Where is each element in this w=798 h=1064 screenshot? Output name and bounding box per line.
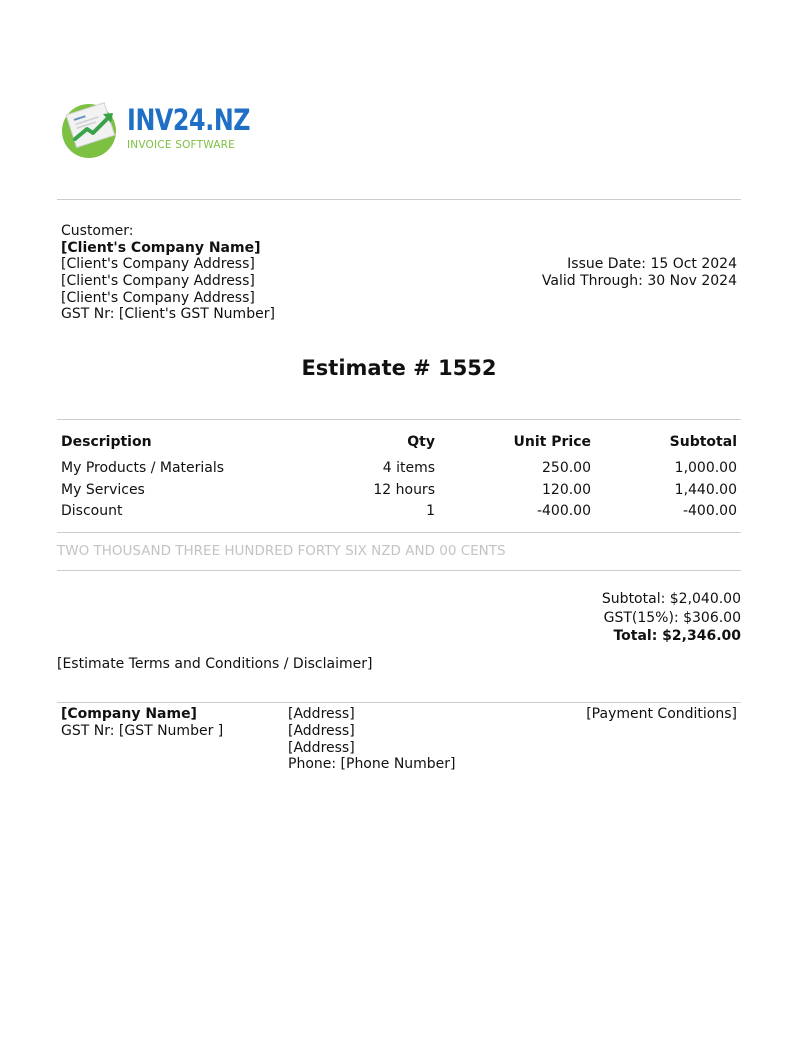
footer-company-name: [Company Name] [61, 706, 197, 722]
row-unit-price: 250.00 [542, 460, 591, 476]
row-unit-price: 120.00 [542, 482, 591, 498]
valid-through-date: Valid Through: 30 Nov 2024 [541, 273, 737, 289]
terms-text: [Estimate Terms and Conditions / Disclaimer] [57, 656, 373, 672]
logo-title: INV24.NZ [127, 103, 251, 137]
customer-gst: GST Nr: [Client's GST Number] [61, 306, 275, 322]
row-subtotal: 1,000.00 [674, 460, 737, 476]
totals-gst: GST(15%): $306.00 [603, 610, 741, 626]
customer-address-line: [Client's Company Address] [61, 256, 255, 272]
footer-gst: GST Nr: [GST Number ] [61, 723, 224, 739]
row-qty: 4 items [382, 460, 435, 476]
row-description: Discount [61, 503, 123, 519]
footer-address-line: [Address] [288, 723, 355, 739]
divider [57, 532, 741, 533]
column-header-qty: Qty [407, 434, 435, 450]
column-header-description: Description [61, 434, 152, 450]
document-title: Estimate # 1552 [301, 356, 497, 380]
row-qty: 12 hours [373, 482, 435, 498]
logo-icon [59, 99, 123, 159]
row-subtotal: -400.00 [682, 503, 737, 519]
totals-total: Total: $2,346.00 [613, 628, 741, 644]
column-header-subtotal: Subtotal [669, 434, 737, 450]
totals-subtotal: Subtotal: $2,040.00 [601, 591, 741, 607]
divider [57, 570, 741, 571]
customer-name: [Client's Company Name] [61, 240, 261, 256]
customer-address-line: [Client's Company Address] [61, 290, 255, 306]
footer-phone: Phone: [Phone Number] [288, 756, 456, 772]
divider [57, 199, 741, 200]
row-unit-price: -400.00 [536, 503, 591, 519]
logo-subtitle: INVOICE SOFTWARE [127, 139, 235, 151]
row-description: My Products / Materials [61, 460, 225, 476]
column-header-unit-price: Unit Price [513, 434, 591, 450]
company-logo [59, 97, 259, 161]
customer-label: Customer: [61, 223, 134, 239]
footer-address-line: [Address] [288, 706, 355, 722]
customer-address-line: [Client's Company Address] [61, 273, 255, 289]
issue-date: Issue Date: 15 Oct 2024 [567, 256, 737, 272]
row-subtotal: 1,440.00 [674, 482, 737, 498]
footer-payment-conditions: [Payment Conditions] [586, 706, 737, 722]
amount-in-words: TWO THOUSAND THREE HUNDRED FORTY SIX NZD AND 00 CENTS [57, 543, 506, 559]
divider [57, 419, 741, 420]
row-qty: 1 [426, 503, 435, 519]
footer-address-line: [Address] [288, 740, 355, 756]
divider [57, 702, 741, 703]
row-description: My Services [61, 482, 145, 498]
